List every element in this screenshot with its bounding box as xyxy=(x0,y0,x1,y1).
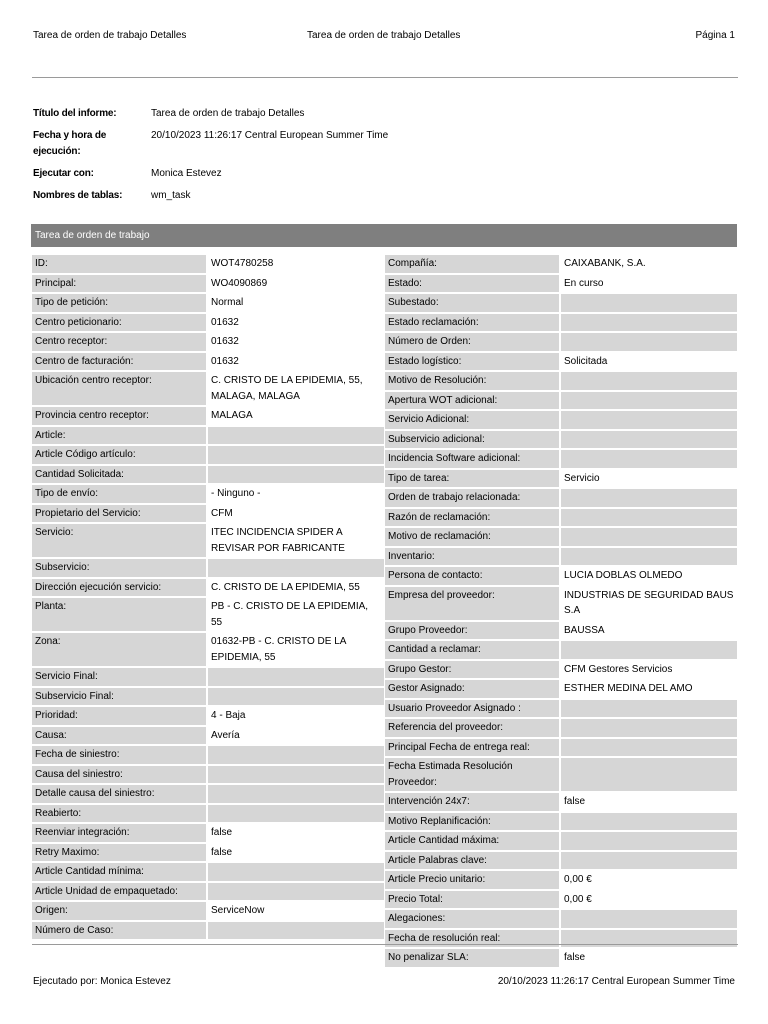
field-row xyxy=(385,470,737,488)
meta-value: Monica Estevez xyxy=(151,168,222,179)
field-value: 01632 xyxy=(211,336,239,347)
field-value xyxy=(561,528,737,546)
field-value xyxy=(561,852,737,870)
field-label: Tipo de petición: xyxy=(32,294,206,312)
field-value xyxy=(208,688,384,706)
field-value: 01632-PB - C. CRISTO DE LA EPIDEMIA, 55 xyxy=(211,636,346,663)
meta-row xyxy=(33,188,633,204)
field-value xyxy=(561,411,737,429)
field-label: Motivo de Resolución: xyxy=(385,372,559,390)
field-row xyxy=(32,863,384,881)
field-label: Detalle causa del siniestro: xyxy=(32,785,206,803)
page-number: Página 1 xyxy=(695,30,735,41)
field-value: 0,00 € xyxy=(564,874,592,885)
field-label: Zona: xyxy=(32,633,206,666)
header-divider xyxy=(32,77,738,78)
field-row xyxy=(32,922,384,940)
field-value: 4 - Baja xyxy=(211,710,246,721)
field-value xyxy=(561,758,737,791)
field-row xyxy=(385,509,737,527)
field-row xyxy=(385,719,737,737)
field-value xyxy=(561,719,737,737)
field-label: Intervención 24x7: xyxy=(385,793,559,811)
field-value: Normal xyxy=(211,297,244,308)
field-label: Planta: xyxy=(32,598,206,631)
field-label: Incidencia Software adicional: xyxy=(385,450,559,468)
left-field-column xyxy=(32,255,384,941)
meta-label: Nombres de tablas: xyxy=(33,190,123,201)
field-value xyxy=(208,668,384,686)
field-row xyxy=(32,275,384,293)
field-value xyxy=(208,863,384,881)
section-header: Tarea de orden de trabajo xyxy=(31,224,737,247)
field-row xyxy=(32,633,384,666)
field-value xyxy=(208,427,384,445)
meta-label: Ejecutar con: xyxy=(33,168,94,179)
field-row xyxy=(32,598,384,631)
field-label: Motivo de reclamación: xyxy=(385,528,559,546)
field-value: false xyxy=(564,796,586,807)
field-row xyxy=(32,883,384,901)
field-row xyxy=(32,746,384,764)
field-label: Propietario del Servicio: xyxy=(32,505,206,523)
field-value: ESTHER MEDINA DEL AMO xyxy=(564,683,693,694)
executed-by: Ejecutado por: Monica Estevez xyxy=(33,976,171,987)
field-value: 01632 xyxy=(211,316,239,328)
field-label: Estado reclamación: xyxy=(385,314,559,332)
field-row xyxy=(385,489,737,507)
field-label: Reabierto: xyxy=(32,805,206,823)
meta-value: wm_task xyxy=(151,190,191,201)
field-value xyxy=(561,739,737,757)
field-value: WO4090869 xyxy=(211,277,268,289)
field-value: false xyxy=(564,952,586,963)
field-value xyxy=(561,333,737,351)
field-row xyxy=(32,524,384,557)
field-row xyxy=(385,700,737,718)
field-row xyxy=(32,766,384,784)
field-label: Servicio Final: xyxy=(32,668,206,686)
field-value xyxy=(561,372,737,390)
field-row xyxy=(385,548,737,566)
field-value xyxy=(208,766,384,784)
field-value xyxy=(208,805,384,823)
field-row xyxy=(32,372,384,405)
field-value: Solicitada xyxy=(564,355,608,367)
meta-row xyxy=(33,128,633,160)
field-value: En curso xyxy=(564,277,604,289)
field-label: Fecha de siniestro: xyxy=(32,746,206,764)
meta-value: Tarea de orden de trabajo Detalles xyxy=(151,108,305,119)
field-label: Estado: xyxy=(385,275,559,293)
field-label: Subservicio adicional: xyxy=(385,431,559,449)
field-label: Article Cantidad máxima: xyxy=(385,832,559,850)
field-row xyxy=(32,707,384,725)
field-row xyxy=(385,314,737,332)
report-metadata xyxy=(33,106,633,210)
field-row xyxy=(32,427,384,445)
field-label: Subservicio Final: xyxy=(32,688,206,706)
field-label: Article Cantidad mínima: xyxy=(32,863,206,881)
field-label: Servicio Adicional: xyxy=(385,411,559,429)
field-value xyxy=(208,446,384,464)
field-row xyxy=(32,314,384,332)
field-label: Article Palabras clave: xyxy=(385,852,559,870)
field-row xyxy=(385,587,737,620)
field-label: Origen: xyxy=(32,902,206,920)
field-value xyxy=(208,785,384,803)
field-label: Cantidad Solicitada: xyxy=(32,466,206,484)
field-label: Motivo Replanificación: xyxy=(385,813,559,831)
header-title-center: Tarea de orden de trabajo Detalles xyxy=(307,30,461,41)
field-label: Precio Total: xyxy=(385,891,559,909)
field-row xyxy=(385,450,737,468)
meta-row xyxy=(33,166,633,182)
field-value xyxy=(208,559,384,577)
field-row xyxy=(32,333,384,351)
field-value: INDUSTRIAS DE SEGURIDAD BAUS S.A xyxy=(564,589,734,616)
field-value xyxy=(561,910,737,928)
field-label: Razón de reclamación: xyxy=(385,509,559,527)
field-label: Alegaciones: xyxy=(385,910,559,928)
field-value xyxy=(561,509,737,527)
field-value: WOT4780258 xyxy=(211,258,274,269)
field-label: Prioridad: xyxy=(32,707,206,725)
field-value xyxy=(561,294,737,312)
field-label: Cantidad a reclamar: xyxy=(385,641,559,659)
field-value: Servicio xyxy=(564,472,600,484)
field-row xyxy=(385,275,737,293)
field-row xyxy=(32,902,384,920)
field-value: LUCIA DOBLAS OLMEDO xyxy=(564,570,683,581)
field-value xyxy=(561,832,737,850)
field-label: ID: xyxy=(32,255,206,273)
field-label: Causa: xyxy=(32,727,206,745)
field-label: Apertura WOT adicional: xyxy=(385,392,559,410)
field-row xyxy=(385,680,737,698)
meta-label: Título del informe: xyxy=(33,108,117,119)
field-value xyxy=(208,922,384,940)
meta-row xyxy=(33,106,633,122)
field-value: MALAGA xyxy=(211,410,253,421)
field-row xyxy=(385,891,737,909)
field-label: Retry Maximo: xyxy=(32,844,206,862)
field-label: Subservicio: xyxy=(32,559,206,577)
field-label: Provincia centro receptor: xyxy=(32,407,206,425)
field-label: Orden de trabajo relacionada: xyxy=(385,489,559,507)
field-value: CFM Gestores Servicios xyxy=(564,663,673,675)
field-row xyxy=(385,949,737,967)
field-label: Centro receptor: xyxy=(32,333,206,351)
field-label: Inventario: xyxy=(385,548,559,566)
field-row xyxy=(32,824,384,842)
field-row xyxy=(385,641,737,659)
field-value: CAIXABANK, S.A. xyxy=(564,258,646,269)
field-row xyxy=(385,353,737,371)
field-row xyxy=(385,661,737,679)
field-row xyxy=(385,294,737,312)
field-label: Compañía: xyxy=(385,255,559,273)
field-value xyxy=(561,450,737,468)
field-row xyxy=(385,372,737,390)
field-value: 01632 xyxy=(211,355,239,367)
field-label: Grupo Gestor: xyxy=(385,661,559,679)
field-row xyxy=(385,758,737,791)
field-row xyxy=(385,852,737,870)
field-value xyxy=(561,431,737,449)
field-row xyxy=(385,739,737,757)
field-row xyxy=(385,431,737,449)
field-row xyxy=(385,813,737,831)
field-value xyxy=(561,314,737,332)
field-value: 0,00 € xyxy=(564,893,592,905)
field-label: Estado logístico: xyxy=(385,353,559,371)
field-row xyxy=(32,353,384,371)
field-value: BAUSSA xyxy=(564,624,605,636)
field-row xyxy=(32,505,384,523)
field-row xyxy=(385,871,737,889)
field-row xyxy=(385,567,737,585)
field-label: Principal: xyxy=(32,275,206,293)
field-label: Principal Fecha de entrega real: xyxy=(385,739,559,757)
field-label: No penalizar SLA: xyxy=(385,949,559,967)
field-label: Centro de facturación: xyxy=(32,353,206,371)
field-label: Subestado: xyxy=(385,294,559,312)
field-value: false xyxy=(211,846,233,858)
field-value: ITEC INCIDENCIA SPIDER A REVISAR POR FABRICANTE xyxy=(211,527,345,554)
field-value xyxy=(208,883,384,901)
field-row xyxy=(385,622,737,640)
field-row xyxy=(32,255,384,273)
field-label: Article Código artículo: xyxy=(32,446,206,464)
field-value: ServiceNow xyxy=(211,905,265,916)
field-row xyxy=(32,559,384,577)
footer-timestamp: 20/10/2023 11:26:17 Central European Summer Time xyxy=(497,976,735,987)
field-label: Tipo de envío: xyxy=(32,485,206,503)
field-row xyxy=(32,466,384,484)
field-label: Fecha Estimada Resolución Proveedor: xyxy=(385,758,559,791)
field-value: CFM xyxy=(211,507,233,519)
field-value xyxy=(561,548,737,566)
field-row xyxy=(385,392,737,410)
meta-value: 20/10/2023 11:26:17 Central European Summer Time xyxy=(151,130,389,141)
field-label: Referencia del proveedor: xyxy=(385,719,559,737)
field-value xyxy=(208,746,384,764)
field-value: - Ninguno - xyxy=(211,488,261,499)
field-label: Causa del siniestro: xyxy=(32,766,206,784)
field-value: PB - C. CRISTO DE LA EPIDEMIA, 55 xyxy=(211,601,369,628)
footer-divider xyxy=(32,944,738,945)
right-field-column xyxy=(385,255,737,969)
field-row xyxy=(32,579,384,597)
field-row xyxy=(32,446,384,464)
field-row xyxy=(32,485,384,503)
field-label: Ubicación centro receptor: xyxy=(32,372,206,405)
field-value xyxy=(561,641,737,659)
field-label: Fecha de resolución real: xyxy=(385,930,559,948)
field-label: Usuario Proveedor Asignado : xyxy=(385,700,559,718)
meta-label: Fecha y hora de ejecución: xyxy=(33,130,107,157)
field-row xyxy=(385,793,737,811)
field-value: Avería xyxy=(211,729,240,741)
field-row xyxy=(32,727,384,745)
field-value xyxy=(561,813,737,831)
field-value: C. CRISTO DE LA EPIDEMIA, 55 xyxy=(211,581,360,593)
field-value xyxy=(208,466,384,484)
field-label: Persona de contacto: xyxy=(385,567,559,585)
field-row xyxy=(32,407,384,425)
field-row xyxy=(385,910,737,928)
field-label: Centro peticionario: xyxy=(32,314,206,332)
field-label: Reenviar integración: xyxy=(32,824,206,842)
field-row xyxy=(385,528,737,546)
field-label: Empresa del proveedor: xyxy=(385,587,559,620)
field-row xyxy=(32,785,384,803)
field-label: Número de Caso: xyxy=(32,922,206,940)
field-label: Tipo de tarea: xyxy=(385,470,559,488)
field-label: Gestor Asignado: xyxy=(385,680,559,698)
field-label: Dirección ejecución servicio: xyxy=(32,579,206,597)
field-label: Servicio: xyxy=(32,524,206,557)
field-row xyxy=(385,255,737,273)
field-value xyxy=(561,392,737,410)
field-label: Número de Orden: xyxy=(385,333,559,351)
field-row xyxy=(32,844,384,862)
field-value: false xyxy=(211,827,233,838)
field-row xyxy=(32,294,384,312)
field-label: Article Unidad de empaquetado: xyxy=(32,883,206,901)
header-title-left: Tarea de orden de trabajo Detalles xyxy=(33,30,187,41)
field-value xyxy=(561,700,737,718)
field-value xyxy=(561,489,737,507)
field-row xyxy=(32,668,384,686)
field-row xyxy=(385,411,737,429)
field-row xyxy=(385,333,737,351)
field-label: Article Precio unitario: xyxy=(385,871,559,889)
field-row xyxy=(385,832,737,850)
field-value: C. CRISTO DE LA EPIDEMIA, 55, MALAGA, MALAGA xyxy=(211,375,363,402)
field-row xyxy=(32,805,384,823)
field-row xyxy=(32,688,384,706)
field-label: Grupo Proveedor: xyxy=(385,622,559,640)
field-label: Article: xyxy=(32,427,206,445)
